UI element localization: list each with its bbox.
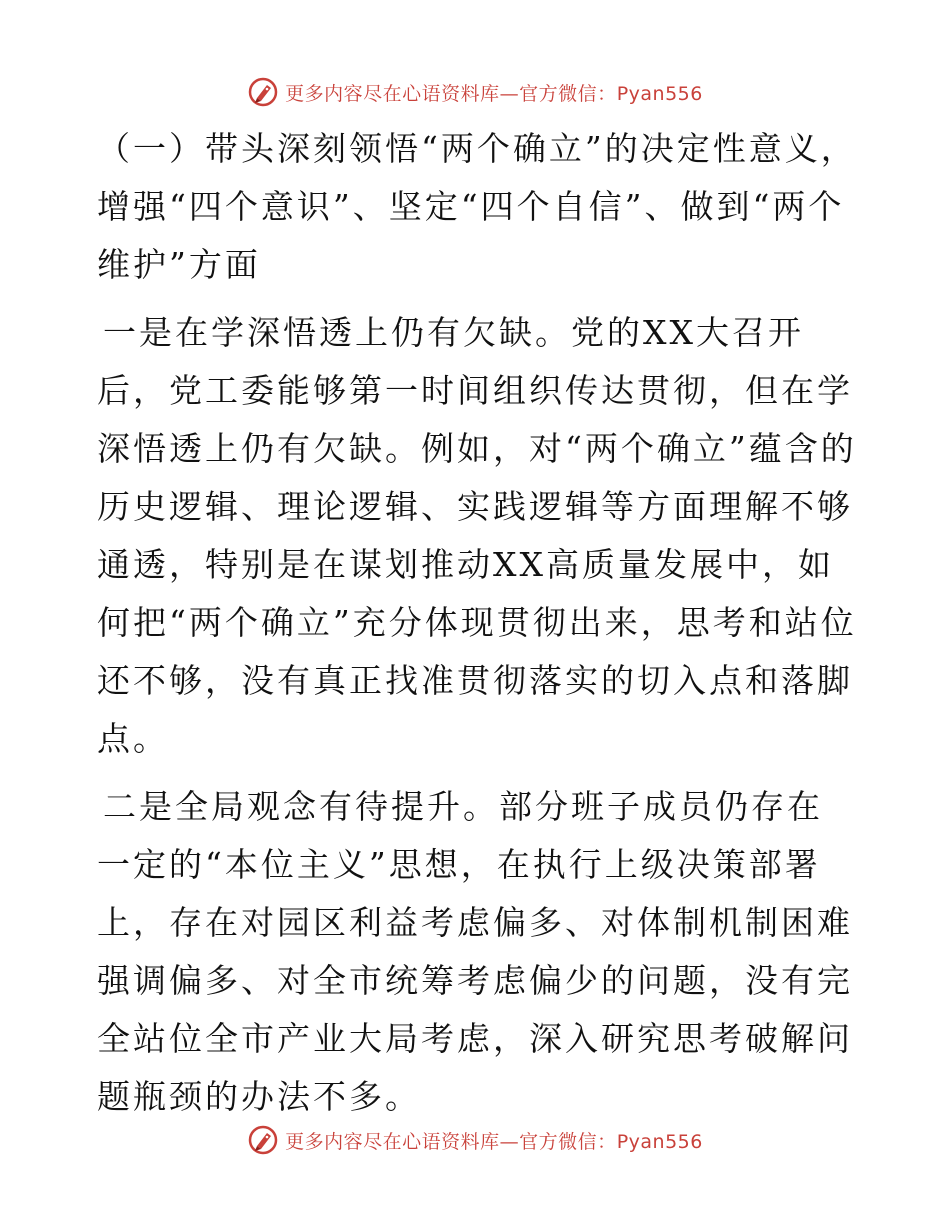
document-body <box>97 120 857 1136</box>
pen-nib-logo-icon <box>247 76 279 108</box>
pen-nib-logo-icon <box>247 1124 279 1156</box>
footer-watermark <box>0 1120 950 1160</box>
watermark-text: 更多内容尽在心语资料库—官方微信：Pyan556 <box>285 82 703 105</box>
header-watermark <box>0 72 950 112</box>
paragraph-1: 一是在学深悟透上仍有欠缺。党的XX大召开后，党工委能够第一时间组织传达贯彻，但在学深悟透上仍有欠缺。例如，对“两个确立”蕴含的历史逻辑、理论逻辑、实践逻辑等方面理解不够通透，特别是在谋划推动XX高质量发展中，如何把“两个确立”充分体现贯彻出来，思考和站位还不够，没有真正找准贯彻落实的切入点和落脚点。 <box>97 313 857 758</box>
section-heading: （一）带头深刻领悟“两个确立”的决定性意义，增强“四个意识”、坚定“四个自信”、做到“两个维护”方面 <box>97 129 857 284</box>
watermark-text: 更多内容尽在心语资料库—官方微信：Pyan556 <box>285 1130 703 1153</box>
paragraph-2: 二是全局观念有待提升。部分班子成员仍存在一定的“本位主义”思想，在执行上级决策部署上，存在对园区利益考虑偏多、对体制机制困难强调偏多、对全市统筹考虑偏少的问题，没有完全站位全市产业大局考虑，深入研究思考破解问题瓶颈的办法不多。 <box>97 787 853 1116</box>
